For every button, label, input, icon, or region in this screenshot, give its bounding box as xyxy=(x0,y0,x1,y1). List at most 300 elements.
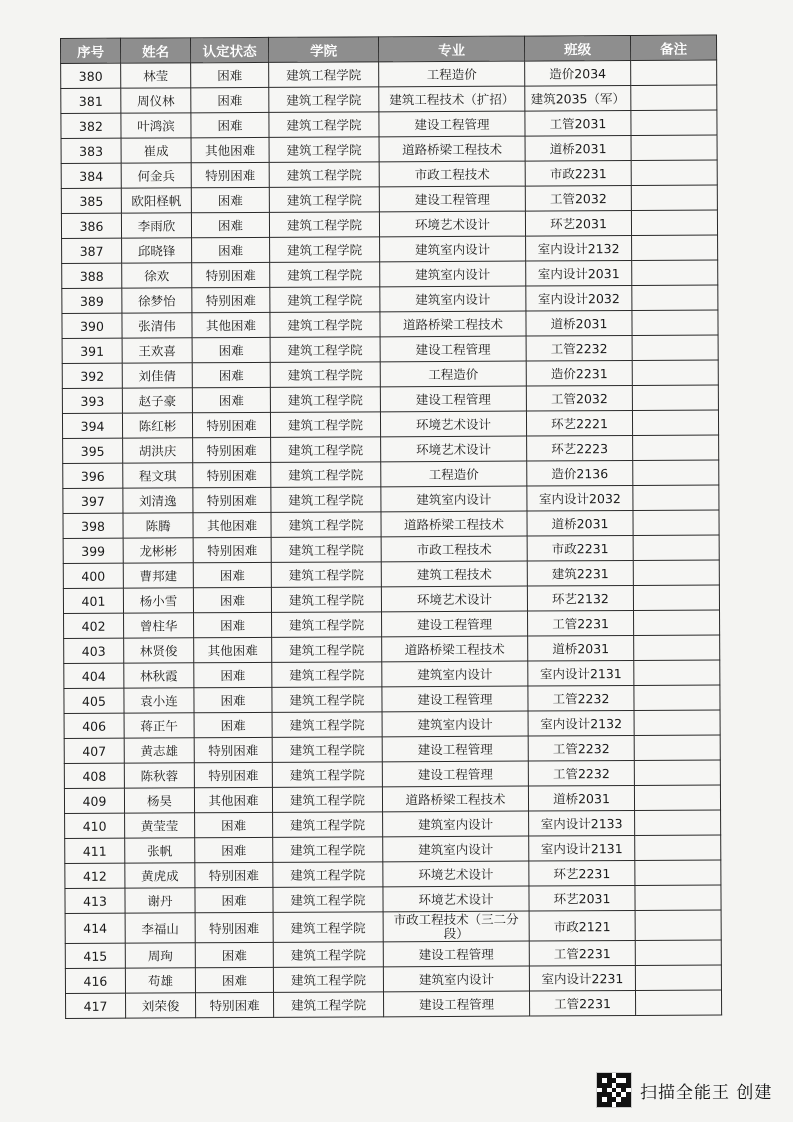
cell-index: 384 xyxy=(61,163,121,188)
cell-index: 393 xyxy=(62,388,122,413)
cell-status: 困难 xyxy=(194,662,272,687)
cell-college: 建筑工程学院 xyxy=(269,212,379,238)
cell-college: 建筑工程学院 xyxy=(271,587,381,613)
cell-college: 建筑工程学院 xyxy=(269,112,379,138)
table-body xyxy=(61,60,722,1018)
cell-status: 困难 xyxy=(194,687,272,712)
cell-remarks xyxy=(633,510,719,535)
table-row xyxy=(63,510,719,538)
cell-class: 室内设计2132 xyxy=(528,711,634,737)
cell-remarks xyxy=(631,185,717,210)
cell-remarks xyxy=(633,485,719,510)
cell-name: 陈秋蓉 xyxy=(124,763,194,788)
cell-index: 398 xyxy=(63,513,123,538)
table-row xyxy=(62,235,718,263)
cell-major: 环境艺术设计 xyxy=(381,436,527,462)
table-row xyxy=(65,965,721,993)
cell-remarks xyxy=(635,860,721,885)
cell-status: 困难 xyxy=(193,562,271,587)
cell-class: 道桥2031 xyxy=(528,636,634,662)
table-row xyxy=(63,535,719,563)
table-row xyxy=(64,685,720,713)
table-row xyxy=(64,760,720,788)
table-row xyxy=(62,385,718,413)
cell-college: 建筑工程学院 xyxy=(272,762,382,788)
cell-name: 袁小连 xyxy=(124,688,194,713)
cell-index: 382 xyxy=(61,113,121,138)
cell-major: 道路桥梁工程技术 xyxy=(382,786,528,812)
cell-name: 叶鸿滨 xyxy=(121,113,191,138)
cell-remarks xyxy=(632,410,718,435)
table-row xyxy=(64,610,720,638)
cell-class: 道桥2031 xyxy=(527,511,633,537)
cell-class: 环艺2231 xyxy=(529,861,635,887)
cell-major: 建筑室内设计 xyxy=(380,236,526,262)
cell-name: 刘荣俊 xyxy=(126,993,196,1018)
cell-remarks xyxy=(635,835,721,860)
table-row xyxy=(64,635,720,663)
cell-remarks xyxy=(635,885,721,910)
cell-index: 381 xyxy=(61,88,121,113)
cell-class: 建筑2035（军） xyxy=(525,86,631,112)
cell-status: 困难 xyxy=(192,362,270,387)
cell-remarks xyxy=(631,60,717,85)
cell-major: 建设工程管理 xyxy=(380,336,526,362)
qr-code-icon xyxy=(596,1072,632,1108)
cell-college: 建筑工程学院 xyxy=(273,912,383,943)
cell-name: 周珣 xyxy=(125,943,195,968)
cell-name: 周仪林 xyxy=(121,88,191,113)
cell-name: 曾柱华 xyxy=(124,613,194,638)
cell-major: 建设工程管理 xyxy=(382,736,528,762)
cell-status: 特别困难 xyxy=(194,762,272,787)
cell-status: 特别困难 xyxy=(191,162,269,187)
cell-class: 造价2231 xyxy=(526,361,632,387)
cell-name: 张帆 xyxy=(125,838,195,863)
cell-class: 室内设计2032 xyxy=(527,486,633,512)
cell-status: 困难 xyxy=(191,62,269,87)
table-row xyxy=(63,560,719,588)
table-row xyxy=(64,660,720,688)
cell-class: 造价2034 xyxy=(525,61,631,87)
cell-status: 特别困难 xyxy=(193,537,271,562)
cell-status: 困难 xyxy=(191,187,269,212)
cell-remarks xyxy=(633,560,719,585)
cell-name: 林秋霞 xyxy=(124,663,194,688)
cell-status: 其他困难 xyxy=(194,637,272,662)
cell-major: 建筑室内设计 xyxy=(382,711,528,737)
cell-remarks xyxy=(635,990,721,1015)
cell-class: 室内设计2133 xyxy=(529,811,635,837)
cell-status: 特别困难 xyxy=(193,487,271,512)
cell-index: 410 xyxy=(65,813,125,838)
table-row xyxy=(61,160,717,188)
cell-name: 刘清逸 xyxy=(123,488,193,513)
cell-index: 387 xyxy=(62,238,122,263)
cell-class: 工管2232 xyxy=(526,336,632,362)
cell-remarks xyxy=(634,685,720,710)
cell-status: 困难 xyxy=(194,612,272,637)
cell-index: 397 xyxy=(63,488,123,513)
cell-remarks xyxy=(631,110,717,135)
cell-college: 建筑工程学院 xyxy=(269,187,379,213)
cell-status: 其他困难 xyxy=(192,312,270,337)
cell-name: 李雨欣 xyxy=(121,213,191,238)
cell-status: 困难 xyxy=(195,967,273,992)
header-name: 姓名 xyxy=(121,38,191,63)
cell-status: 其他困难 xyxy=(191,137,269,162)
cell-status: 困难 xyxy=(191,112,269,137)
cell-class: 工管2232 xyxy=(528,761,634,787)
cell-remarks xyxy=(635,910,721,940)
cell-name: 苟雄 xyxy=(125,968,195,993)
cell-name: 何金兵 xyxy=(121,163,191,188)
cell-college: 建筑工程学院 xyxy=(269,137,379,163)
cell-class: 市政2121 xyxy=(529,911,635,942)
cell-status: 其他困难 xyxy=(194,787,272,812)
cell-class: 室内设计2132 xyxy=(526,236,632,262)
scanner-watermark xyxy=(596,1072,772,1108)
cell-college: 建筑工程学院 xyxy=(273,967,383,993)
cell-status: 特别困难 xyxy=(195,862,273,887)
cell-status: 困难 xyxy=(195,812,273,837)
cell-index: 396 xyxy=(63,463,123,488)
cell-class: 市政2231 xyxy=(527,536,633,562)
header-major: 专业 xyxy=(378,36,524,62)
cell-college: 建筑工程学院 xyxy=(271,562,381,588)
cell-status: 困难 xyxy=(195,942,273,967)
table-row xyxy=(64,735,720,763)
header-remarks: 备注 xyxy=(630,35,716,60)
table-row xyxy=(63,435,719,463)
cell-index: 389 xyxy=(62,288,122,313)
cell-index: 416 xyxy=(65,968,125,993)
cell-status: 特别困难 xyxy=(193,462,271,487)
cell-college: 建筑工程学院 xyxy=(269,62,379,88)
cell-class: 环艺2221 xyxy=(526,411,632,437)
cell-major: 市政工程技术（三二分段） xyxy=(383,911,529,942)
cell-class: 室内设计2032 xyxy=(526,286,632,312)
cell-remarks xyxy=(635,810,721,835)
cell-class: 工管2032 xyxy=(526,386,632,412)
cell-college: 建筑工程学院 xyxy=(273,862,383,888)
cell-index: 399 xyxy=(63,538,123,563)
cell-index: 386 xyxy=(61,213,121,238)
table-row xyxy=(65,835,721,863)
cell-remarks xyxy=(631,135,717,160)
cell-status: 困难 xyxy=(191,87,269,112)
cell-name: 黄莹莹 xyxy=(125,813,195,838)
cell-status: 特别困难 xyxy=(195,912,273,942)
student-table xyxy=(60,35,722,1019)
cell-college: 建筑工程学院 xyxy=(271,462,381,488)
cell-major: 道路桥梁工程技术 xyxy=(379,136,525,162)
cell-remarks xyxy=(634,610,720,635)
cell-major: 工程造价 xyxy=(380,361,526,387)
cell-index: 400 xyxy=(63,563,123,588)
cell-remarks xyxy=(631,160,717,185)
cell-index: 408 xyxy=(64,763,124,788)
cell-college: 建筑工程学院 xyxy=(272,712,382,738)
cell-major: 市政工程技术 xyxy=(379,161,525,187)
cell-class: 工管2232 xyxy=(528,686,634,712)
cell-college: 建筑工程学院 xyxy=(270,262,380,288)
cell-remarks xyxy=(634,635,720,660)
cell-major: 建设工程管理 xyxy=(379,186,525,212)
cell-remarks xyxy=(634,785,720,810)
cell-remarks xyxy=(632,310,718,335)
cell-major: 建筑室内设计 xyxy=(383,811,529,837)
cell-major: 建筑工程技术（扩招） xyxy=(379,86,525,112)
cell-remarks xyxy=(633,435,719,460)
cell-college: 建筑工程学院 xyxy=(270,337,380,363)
cell-remarks xyxy=(632,335,718,360)
cell-class: 环艺2031 xyxy=(529,886,635,912)
table-row xyxy=(63,585,719,613)
cell-college: 建筑工程学院 xyxy=(269,162,379,188)
cell-major: 建设工程管理 xyxy=(382,761,528,787)
cell-name: 蒋正午 xyxy=(124,713,194,738)
cell-index: 385 xyxy=(61,188,121,213)
cell-major: 建筑室内设计 xyxy=(383,836,529,862)
cell-status: 困难 xyxy=(192,337,270,362)
cell-major: 建筑工程技术 xyxy=(381,561,527,587)
cell-status: 困难 xyxy=(194,712,272,737)
header-class: 班级 xyxy=(524,36,630,62)
cell-college: 建筑工程学院 xyxy=(270,387,380,413)
table-row xyxy=(65,810,721,838)
table-row xyxy=(63,460,719,488)
table-row xyxy=(62,360,718,388)
cell-index: 406 xyxy=(64,713,124,738)
table-row xyxy=(61,135,717,163)
table-row xyxy=(62,310,718,338)
cell-status: 困难 xyxy=(192,237,270,262)
cell-major: 环境艺术设计 xyxy=(380,411,526,437)
table-row xyxy=(62,285,718,313)
table-row xyxy=(65,860,721,888)
cell-class: 建筑2231 xyxy=(527,561,633,587)
cell-name: 邱晓锋 xyxy=(122,238,192,263)
cell-remarks xyxy=(633,460,719,485)
table-row xyxy=(63,485,719,513)
table-row xyxy=(61,60,717,88)
cell-major: 建设工程管理 xyxy=(379,111,525,137)
cell-college: 建筑工程学院 xyxy=(272,612,382,638)
cell-index: 388 xyxy=(62,263,122,288)
cell-major: 道路桥梁工程技术 xyxy=(381,511,527,537)
cell-name: 崔成 xyxy=(121,138,191,163)
cell-status: 困难 xyxy=(192,387,270,412)
cell-college: 建筑工程学院 xyxy=(273,812,383,838)
scanner-app-credit: 扫描全能王 创建 xyxy=(640,1082,773,1103)
cell-class: 室内设计2031 xyxy=(526,261,632,287)
cell-name: 杨小雪 xyxy=(123,588,193,613)
cell-college: 建筑工程学院 xyxy=(273,942,383,968)
cell-college: 建筑工程学院 xyxy=(271,512,381,538)
cell-name: 张清伟 xyxy=(122,313,192,338)
cell-college: 建筑工程学院 xyxy=(272,637,382,663)
cell-college: 建筑工程学院 xyxy=(272,787,382,813)
cell-index: 409 xyxy=(64,788,124,813)
cell-class: 道桥2031 xyxy=(526,311,632,337)
cell-name: 徐欢 xyxy=(122,263,192,288)
cell-remarks xyxy=(632,260,718,285)
cell-class: 工管2232 xyxy=(528,736,634,762)
cell-college: 建筑工程学院 xyxy=(269,87,379,113)
cell-index: 390 xyxy=(62,313,122,338)
cell-index: 417 xyxy=(66,993,126,1018)
cell-college: 建筑工程学院 xyxy=(271,487,381,513)
cell-name: 陈腾 xyxy=(123,513,193,538)
cell-college: 建筑工程学院 xyxy=(273,887,383,913)
cell-college: 建筑工程学院 xyxy=(270,287,380,313)
cell-name: 杨昊 xyxy=(124,788,194,813)
cell-name: 李福山 xyxy=(125,913,195,943)
cell-class: 道桥2031 xyxy=(528,786,634,812)
cell-name: 谢丹 xyxy=(125,888,195,913)
cell-status: 困难 xyxy=(195,837,273,862)
cell-remarks xyxy=(632,385,718,410)
cell-index: 403 xyxy=(64,638,124,663)
cell-class: 室内设计2131 xyxy=(529,836,635,862)
cell-class: 室内设计2131 xyxy=(528,661,634,687)
cell-index: 412 xyxy=(65,863,125,888)
table-row xyxy=(62,410,718,438)
cell-major: 市政工程技术 xyxy=(381,536,527,562)
cell-college: 建筑工程学院 xyxy=(270,237,380,263)
cell-major: 环境艺术设计 xyxy=(383,861,529,887)
cell-name: 黄志雄 xyxy=(124,738,194,763)
cell-class: 环艺2132 xyxy=(527,586,633,612)
cell-class: 工管2032 xyxy=(525,186,631,212)
cell-remarks xyxy=(631,210,717,235)
cell-status: 特别困难 xyxy=(192,412,270,437)
cell-remarks xyxy=(632,285,718,310)
table-header-row xyxy=(61,35,717,63)
cell-remarks xyxy=(633,535,719,560)
cell-college: 建筑工程学院 xyxy=(273,837,383,863)
cell-remarks xyxy=(632,235,718,260)
cell-index: 380 xyxy=(61,63,121,88)
document-sheet xyxy=(60,35,721,1019)
cell-status: 特别困难 xyxy=(196,992,274,1017)
cell-index: 415 xyxy=(65,943,125,968)
cell-index: 411 xyxy=(65,838,125,863)
header-status: 认定状态 xyxy=(191,37,269,62)
cell-college: 建筑工程学院 xyxy=(271,437,381,463)
cell-major: 环境艺术设计 xyxy=(383,886,529,912)
cell-status: 其他困难 xyxy=(193,512,271,537)
cell-college: 建筑工程学院 xyxy=(270,362,380,388)
cell-class: 工管2231 xyxy=(528,611,634,637)
cell-status: 困难 xyxy=(193,587,271,612)
header-index: 序号 xyxy=(61,38,121,63)
cell-class: 工管2231 xyxy=(529,941,635,967)
cell-class: 造价2136 xyxy=(527,461,633,487)
cell-index: 413 xyxy=(65,888,125,913)
cell-remarks xyxy=(635,940,721,965)
cell-remarks xyxy=(634,735,720,760)
cell-major: 环境艺术设计 xyxy=(381,586,527,612)
cell-remarks xyxy=(634,710,720,735)
header-college: 学院 xyxy=(268,37,378,63)
cell-name: 程文琪 xyxy=(123,463,193,488)
cell-college: 建筑工程学院 xyxy=(272,662,382,688)
cell-status: 困难 xyxy=(195,887,273,912)
table-row xyxy=(61,185,717,213)
cell-college: 建筑工程学院 xyxy=(272,737,382,763)
table-row xyxy=(65,940,721,968)
cell-status: 特别困难 xyxy=(192,262,270,287)
cell-name: 龙彬彬 xyxy=(123,538,193,563)
cell-major: 建设工程管理 xyxy=(382,611,528,637)
cell-major: 建设工程管理 xyxy=(383,991,529,1017)
cell-class: 工管2031 xyxy=(525,111,631,137)
cell-college: 建筑工程学院 xyxy=(272,687,382,713)
cell-major: 建设工程管理 xyxy=(380,386,526,412)
cell-name: 刘佳倩 xyxy=(122,363,192,388)
cell-major: 建设工程管理 xyxy=(382,686,528,712)
table-row xyxy=(61,110,717,138)
cell-name: 黄虎成 xyxy=(125,863,195,888)
cell-index: 405 xyxy=(64,688,124,713)
cell-major: 道路桥梁工程技术 xyxy=(380,311,526,337)
cell-major: 建筑室内设计 xyxy=(383,966,529,992)
cell-status: 特别困难 xyxy=(193,437,271,462)
cell-remarks xyxy=(635,965,721,990)
cell-name: 欧阳柽帆 xyxy=(121,188,191,213)
cell-college: 建筑工程学院 xyxy=(270,412,380,438)
cell-index: 395 xyxy=(63,438,123,463)
cell-college: 建筑工程学院 xyxy=(274,992,384,1018)
cell-college: 建筑工程学院 xyxy=(270,312,380,338)
cell-index: 394 xyxy=(62,413,122,438)
cell-index: 392 xyxy=(62,363,122,388)
cell-status: 特别困难 xyxy=(192,287,270,312)
table-row xyxy=(64,785,720,813)
cell-major: 工程造价 xyxy=(379,61,525,87)
cell-class: 工管2231 xyxy=(529,990,635,1016)
cell-college: 建筑工程学院 xyxy=(271,537,381,563)
cell-index: 402 xyxy=(64,613,124,638)
cell-index: 407 xyxy=(64,738,124,763)
cell-major: 工程造价 xyxy=(381,461,527,487)
cell-name: 胡洪庆 xyxy=(123,438,193,463)
cell-status: 困难 xyxy=(191,212,269,237)
cell-major: 建筑室内设计 xyxy=(380,286,526,312)
table-row xyxy=(65,885,721,913)
cell-remarks xyxy=(634,760,720,785)
cell-remarks xyxy=(631,85,717,110)
cell-remarks xyxy=(632,360,718,385)
cell-class: 室内设计2231 xyxy=(529,966,635,992)
table-row xyxy=(62,260,718,288)
table-row xyxy=(62,335,718,363)
cell-status: 特别困难 xyxy=(194,737,272,762)
cell-name: 徐梦怡 xyxy=(122,288,192,313)
cell-major: 道路桥梁工程技术 xyxy=(382,636,528,662)
cell-index: 401 xyxy=(63,588,123,613)
cell-index: 391 xyxy=(62,338,122,363)
cell-index: 404 xyxy=(64,663,124,688)
cell-name: 陈红彬 xyxy=(122,413,192,438)
cell-name: 王欢喜 xyxy=(122,338,192,363)
table-row xyxy=(61,85,717,113)
table-row xyxy=(61,210,717,238)
cell-class: 环艺2031 xyxy=(525,211,631,237)
cell-remarks xyxy=(633,585,719,610)
